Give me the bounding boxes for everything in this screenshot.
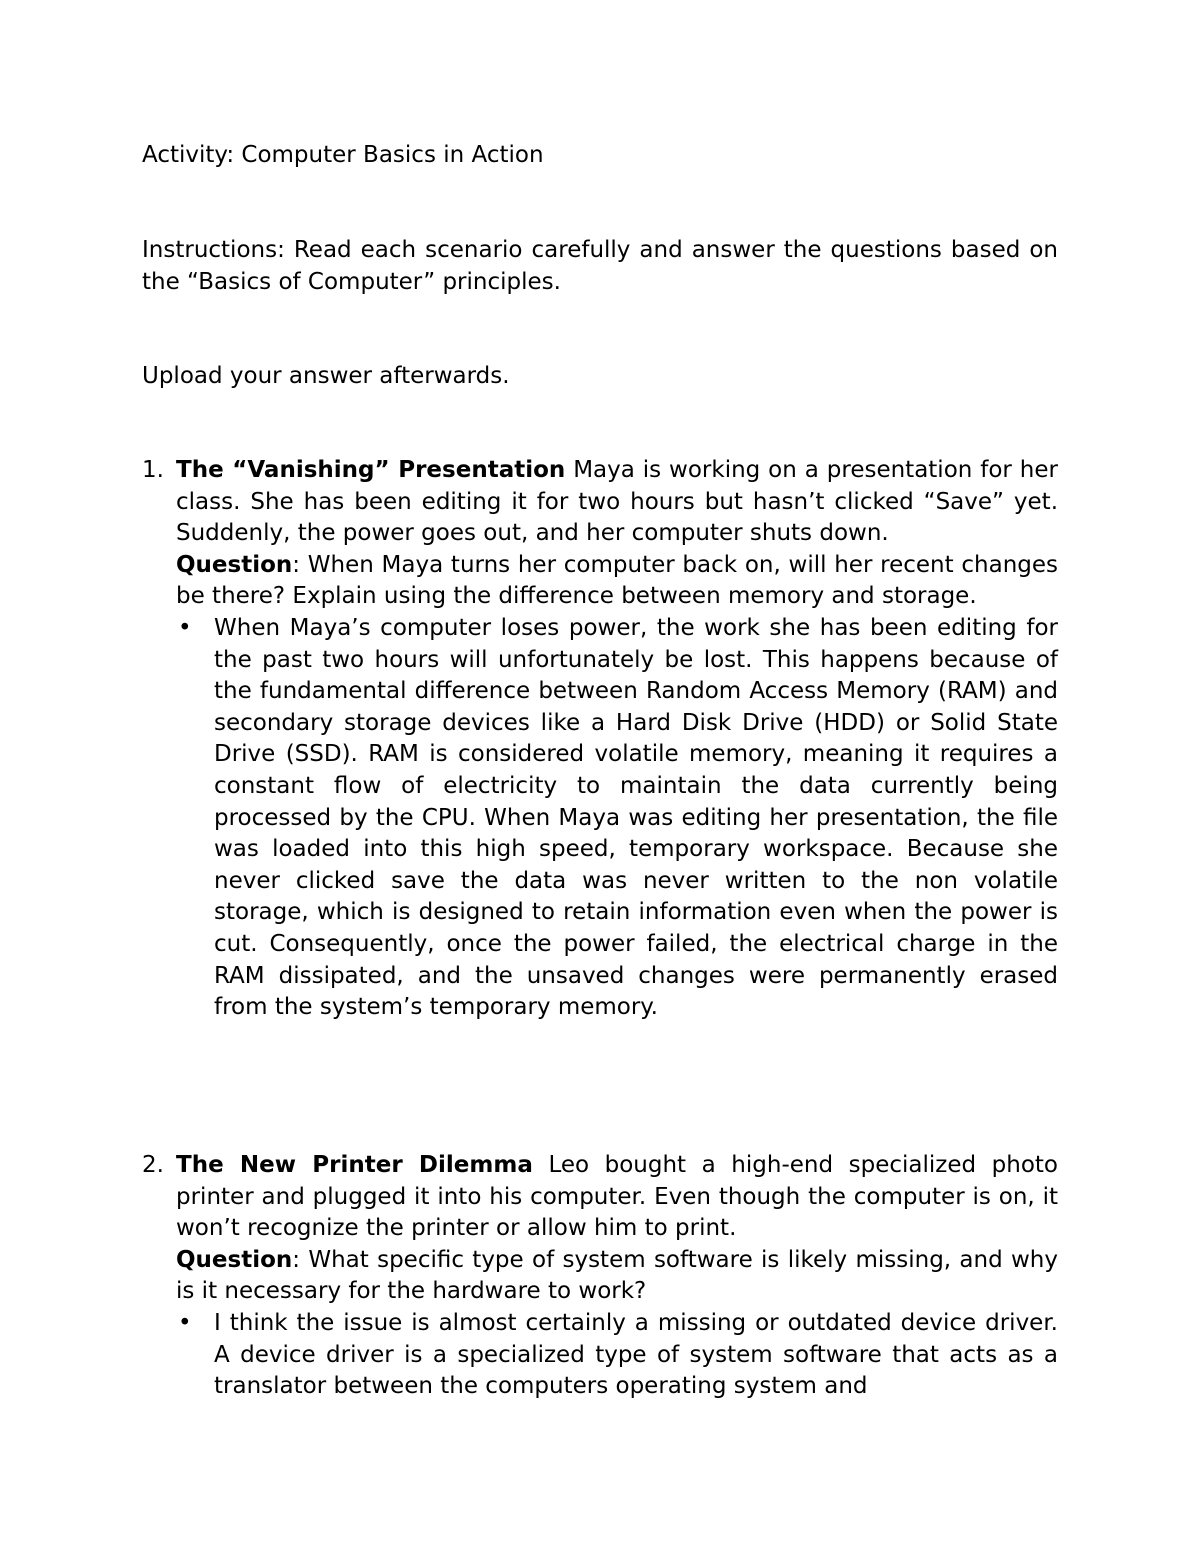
question-label: Question [176,551,293,578]
list-item [142,1150,1058,1403]
item-body [176,1150,1058,1308]
list-item [142,455,1058,1024]
instructions-text: Instructions: Read each scenario carefully and answer the questions based on the “Basics of Computer” principles. [142,237,1058,295]
scenario-paragraph [176,1150,1058,1245]
question-paragraph [176,1245,1058,1308]
bullet-icon: • [178,1309,192,1336]
answer-bullet [178,1308,1058,1403]
item-heading: The “Vanishing” Presentation [176,457,566,483]
upload-note: Upload your answer afterwards. [142,363,510,389]
answer-text: When Maya’s computer loses power, the work she has been editing for the past two hours will unfortunately be lost. This happens because of the fundamental difference between Random Access Memory (RAM) and secondary storage devices like a Hard Disk Drive (HDD) or Solid State Drive (SSD). RAM is considered volatile memory, meaning it requires a constant flow of electricity to maintain the data currently being processed by the CPU. When Maya was editing her presentation, the file was loaded into this high speed, temporary workspace. Because she never clicked save the data was never written to the non volatile storage, which is designed to retain information even when the power is cut. Consequently, once the power failed, the electrical charge in the RAM dissipated, and the unsaved changes were permanently erased from the system’s temporary memory. [214,614,1058,1021]
answer-bullet [178,613,1058,1024]
page-title: Activity: Computer Basics in Action [142,142,544,168]
item-number: 1. [142,457,164,483]
item-number: 2. [142,1152,164,1178]
scenario-text: Maya is working on a presentation for her class. She has been editing it for two hours but hasn’t clicked “Save” yet. Suddenly, the power goes out, and her computer shuts down. [176,457,1058,547]
item-heading: The New Printer Dilemma [176,1152,533,1178]
answer-text: I think the issue is almost certainly a missing or outdated device driver. A device driver is a specialized type of system software that acts as a translator between the computers operating system and [214,1309,1058,1400]
bullet-icon: • [178,614,192,641]
question-text: : When Maya turns her computer back on, will her recent changes be there? Explain using the difference between memory and storage. [176,551,1058,610]
question-paragraph [176,550,1058,613]
question-text: : What specific type of system software is likely missing, and why is it necessary for the hardware to work? [176,1246,1058,1305]
item-body [176,455,1058,613]
question-label: Question [176,1246,293,1273]
scenario-text: Leo bought a high-end specialized photo printer and plugged it into his computer. Even though the computer is on, it won’t recognize the printer or allow him to print. [176,1152,1059,1242]
scenario-paragraph [176,455,1058,550]
